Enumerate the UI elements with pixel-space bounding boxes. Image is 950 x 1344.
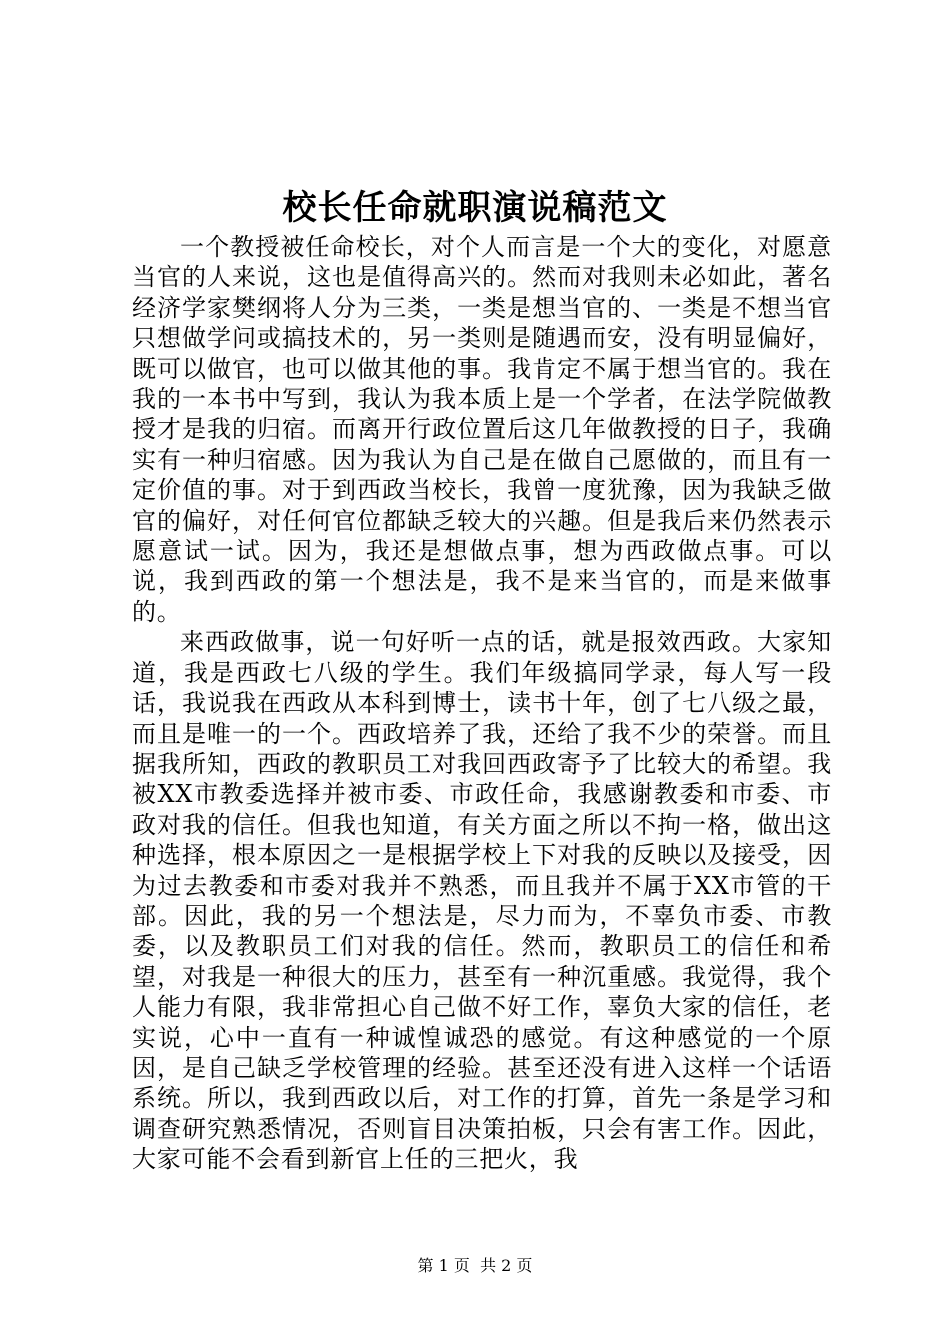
document-body <box>132 232 832 1175</box>
document-title: 校长任命就职演说稿范文 <box>282 188 668 228</box>
page-number-label: 第 1 页 共 2 页 <box>417 1256 533 1275</box>
paragraph-2: 来西政做事，说一句好听一点的话，就是报效西政。大家知道，我是西政七八级的学生。我们年级搞同学录，每人写一段话，我说我在西政从本科到博士，读书十年，创了七八级之最，而且是唯一的一个。西政培养了我，还给了我不少的荣誉。而且据我所知，西政的教职员工对我回西政寄予了比较大的希望。我被XX市教委选择并被市委、市政任命，我感谢教委和市委、市政对我的信任。但我也知道，有关方面之所以不拘一格，做出这种选择，根本原因之一是根据学校上下对我的反映以及接受，因为过去教委和市委对我并不熟悉，而且我并不属于XX市管的干部。因此，我的另一个想法是，尽力而为，不辜负市委、市教委，以及教职员工们对我的信任。然而，教职员工的信任和希望，对我是一种很大的压力，甚至有一种沉重感。我觉得，我个人能力有限，我非常担心自己做不好工作，辜负大家的信任，老实说，心中一直有一种诚惶诚恐的感觉。有这种感觉的一个原因，是自己缺乏学校管理的经验。甚至还没有进入这样一个话语系统。所以，我到西政以后，对工作的打算，首先一条是学习和调查研究熟悉情况，否则盲目决策拍板，只会有害工作。因此，大家可能不会看到新官上任的三把火，我 <box>132 628 832 1174</box>
paragraph-1: 一个教授被任命校长，对个人而言是一个大的变化，对愿意当官的人来说，这也是值得高兴的。然而对我则未必如此，著名经济学家樊纲将人分为三类，一类是想当官的、一类是不想当官只想做学问或搞技术的，另一类则是随遇而安，没有明显偏好，既可以做官，也可以做其他的事。我肯定不属于想当官的。我在我的一本书中写到，我认为我本质上是一个学者，在法学院做教授才是我的归宿。而离开行政位置后这几年做教授的日子，我确实有一种归宿感。因为我认为自己是在做自己愿做的，而且有一定价值的事。对于到西政当校长，我曾一度犹豫，因为我缺乏做官的偏好，对任何官位都缺乏较大的兴趣。但是我后来仍然表示愿意试一试。因为，我还是想做点事，想为西政做点事。可以说，我到西政的第一个想法是，我不是来当官的，而是来做事的。 <box>132 233 832 626</box>
page-footer <box>0 1256 950 1276</box>
